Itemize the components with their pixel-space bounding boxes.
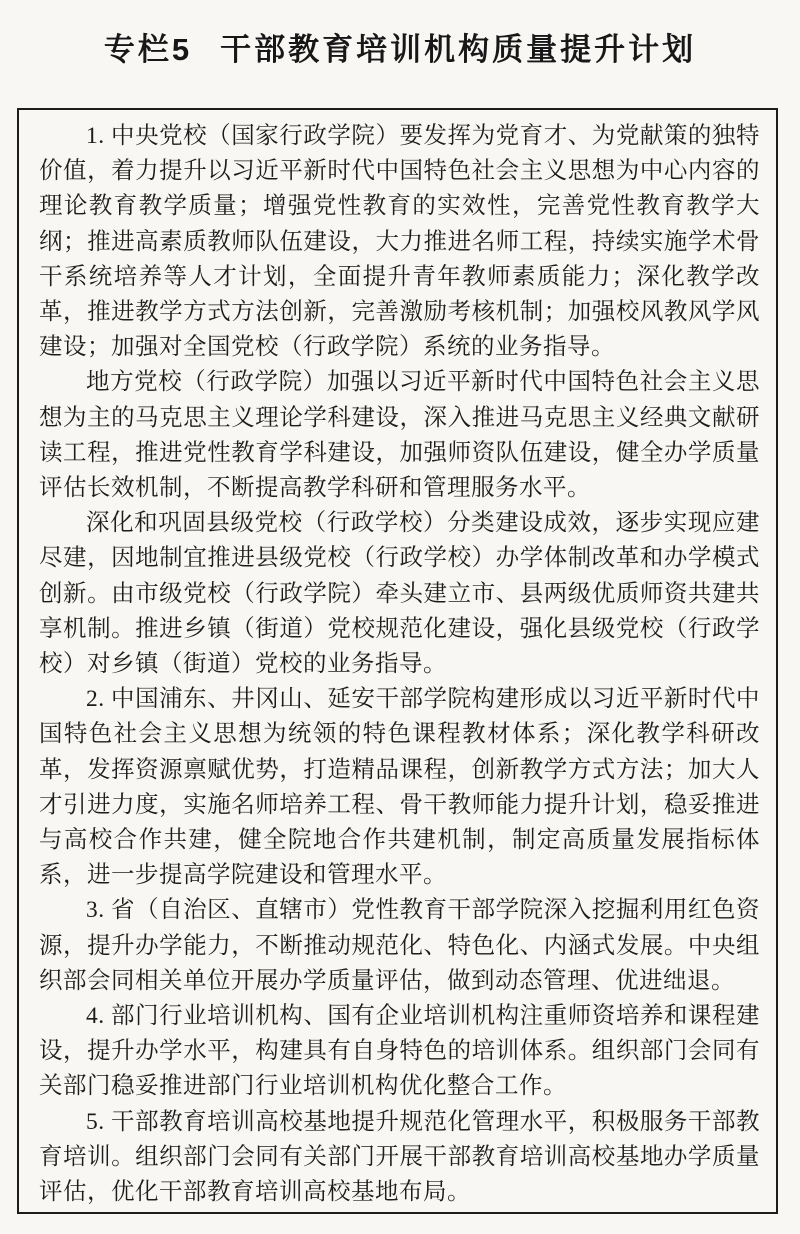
paragraph-7: 5. 干部教育培训高校基地提升规范化管理水平，积极服务干部教育培训。组织部门会同有关部门开展干部教育培训高校基地办学质量评估，优化干部教育培训高校基地布局。: [39, 1108, 760, 1206]
paragraph-3: 深化和巩固县级党校（行政学校）分类建设成效，逐步实现应建尽建，因地制宜推进县级党校（行政学校）办学体制改革和办学模式创新。由市级党校（行政学院）牵头建立市、县两级优质师资共建共享机制。推进乡镇（街道）党校规范化建设，强化县级党校（行政学校）对乡镇（街道）党校的业务指导。: [39, 510, 760, 678]
title-text: 干部教育培训机构质量提升计划: [220, 32, 697, 67]
paragraph-6: 4. 部门行业培训机构、国有企业培训机构注重师资培养和课程建设，提升办学水平，构建具有自身特色的培训体系。组织部门会同有关部门稳妥推进部门行业培训机构优化整合工作。: [39, 1003, 760, 1100]
column-label: 专栏5: [103, 32, 193, 67]
page-title: [0, 24, 800, 69]
content-box: [17, 108, 778, 1214]
paragraph-1: 1. 中央党校（国家行政学院）要发挥为党育才、为党献策的独特价值，着力提升以习近平新时代中国特色社会主义思想为中心内容的理论教育教学质量；增强党性教育的实效性，完善党性教育教学大纲；推进高素质教师队伍建设，大力推进名师工程，持续实施学术骨干系统培养等人才计划，全面提升青年教师素质能力；深化教学改革，推进教学方式方法创新，完善激励考核机制；加强校风教风学风建设；加强对全国党校（行政学院）系统的业务指导。: [39, 123, 760, 361]
paragraph-5: 3. 省（自治区、直辖市）党性教育干部学院深入挖掘利用红色资源，提升办学能力，不断推动规范化、特色化、内涵式发展。中央组织部会同相关单位开展办学质量评估，做到动态管理、优进绌退。: [39, 897, 760, 994]
paragraph-4: 2. 中国浦东、井冈山、延安干部学院构建形成以习近平新时代中国特色社会主义思想为统领的特色课程教材体系；深化教学科研改革，发挥资源禀赋优势，打造精品课程，创新教学方式方法；加大人才引进力度，实施名师培养工程、骨干教师能力提升计划，稳妥推进与高校合作共建，健全院地合作共建机制，制定高质量发展指标体系，进一步提高学院建设和管理水平。: [39, 686, 760, 889]
paragraph-2: 地方党校（行政学院）加强以习近平新时代中国特色社会主义思想为主的马克思主义理论学科建设，深入推进马克思主义经典文献研读工程，推进党性教育学科建设，加强师资队伍建设，健全办学质量评估长效机制，不断提高教学科研和管理服务水平。: [39, 369, 760, 502]
